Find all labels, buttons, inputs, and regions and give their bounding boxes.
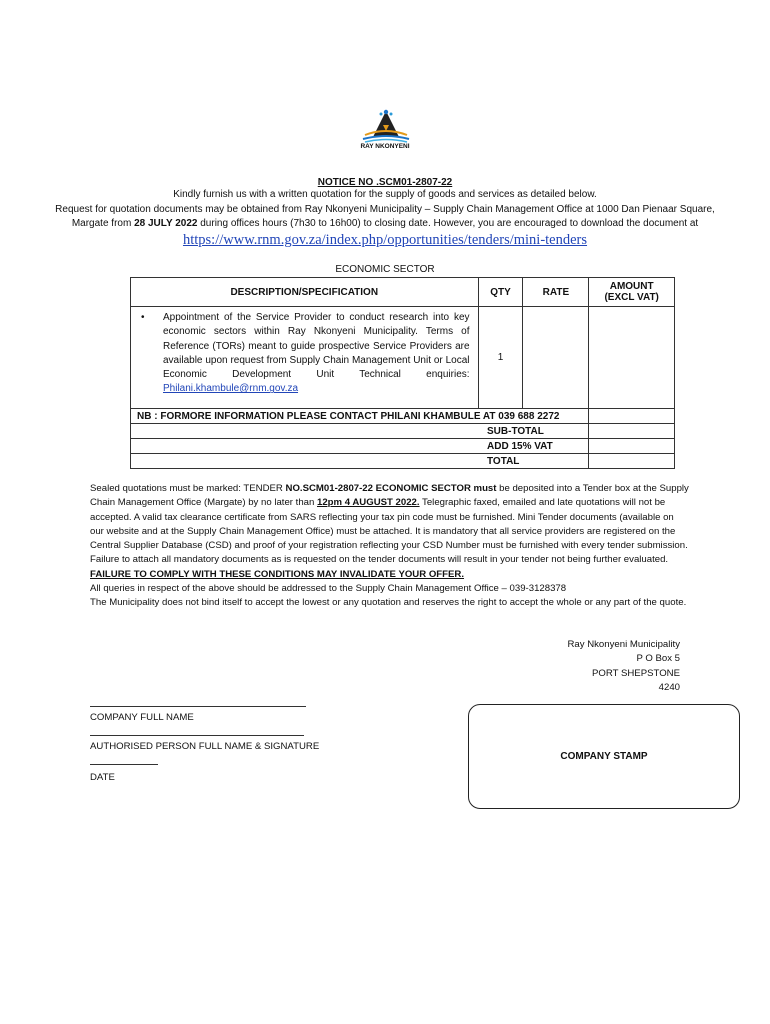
header-qty: QTY xyxy=(478,278,523,307)
notice-title: NOTICE NO .SCM01-2807-22 xyxy=(317,177,453,188)
nb-contact-note: NB : FORMORE INFORMATION PLEASE CONTACT PHILANI KHAMBULE AT 039 688 2272 xyxy=(131,409,589,424)
total-amount xyxy=(589,454,675,469)
submission-paragraph xyxy=(90,482,690,568)
conditions-text xyxy=(90,482,690,611)
item-description: Appointment of the Service Provider to conduct research into key economic sectors within Ray Nkonyeni Municipality. Terms of Reference (TORs) meant to guide prospective Service Providers are available upon request from Supply Chain Management Unit or Local Economic Development Unit Technical enquiries: xyxy=(163,312,470,381)
item-amount xyxy=(589,307,675,409)
margate-date: 28 JULY 2022 xyxy=(134,218,198,229)
item-rate xyxy=(523,307,589,409)
disclaimer-text: The Municipality does not bind itself to accept the lowest or any quotation and reserves the right to accept the whole or any part of the quote. xyxy=(90,597,687,609)
intro-line: Kindly furnish us with a written quotation for the supply of goods and services as detailed below. xyxy=(173,189,597,200)
logo-text: RAY NKONYENI xyxy=(360,143,410,150)
request-line: Request for quotation documents may be obtained from Ray Nkonyeni Municipality – Supply Chain Management Office at 1000 Dan Pienaar Square, xyxy=(55,204,715,215)
company-stamp-box xyxy=(468,704,740,809)
enquiries-email-link[interactable]: Philani.khambule@rnm.gov.za xyxy=(163,383,299,395)
address-line3: PORT SHEPSTONE xyxy=(592,667,680,679)
municipality-address xyxy=(480,638,680,696)
company-stamp-label: COMPANY STAMP xyxy=(560,751,648,762)
header-amount-line2: (EXCL VAT) xyxy=(604,292,659,303)
subtotal-label: SUB-TOTAL xyxy=(487,425,544,437)
vat-amount xyxy=(589,439,675,454)
p1-tender-number: NO.SCM01-2807-22 ECONOMIC SECTOR must xyxy=(285,483,497,494)
sector-title: ECONOMIC SECTOR xyxy=(335,264,435,275)
address-line1: Ray Nkonyeni Municipality xyxy=(567,639,680,650)
municipality-logo xyxy=(355,107,417,159)
bullet: • xyxy=(141,312,145,323)
address-line4: 4240 xyxy=(658,682,680,694)
date-label: DATE xyxy=(90,772,115,783)
p1-part-a: Sealed quotations must be marked: TENDER xyxy=(90,483,286,494)
header-amount-line1: AMOUNT xyxy=(609,281,654,292)
margate-line xyxy=(20,217,750,231)
item-qty: 1 xyxy=(478,307,523,409)
subtotal-amount xyxy=(589,424,675,439)
authorised-signature-label: AUTHORISED PERSON FULL NAME & SIGNATURE xyxy=(90,741,320,752)
p1-part-c: Telegraphic faxed, emailed and late quotations will not be accepted. A valid tax clearance certificate from SARS reflecting your tax pin code must be furnished. Mini Tender documents (available on our website and at the Supply Chain Management Office) must be attached. It is mandatory that all service providers are registered on the Central Supplier Database (CSD) and proof of your registration reflecting your CSD Number must be furnished with every tender submission. Failure to attach all mandatory documents as is requested on the tender documents will result in your tender not being further evaluated. xyxy=(90,497,688,566)
queries-text: All queries in respect of the above should be addressed to the Supply Chain Management Office – 039-3128378 xyxy=(90,583,567,595)
date-line[interactable] xyxy=(90,764,158,765)
authorised-signature-line[interactable] xyxy=(90,735,304,736)
subtotal-row xyxy=(131,424,589,439)
p1-part-b: be deposited into a Tender box at the Supply Chain Management Office (Margate) by no later than xyxy=(90,483,689,509)
tenders-link[interactable]: https://www.rnm.gov.za/index.php/opportunities/tenders/mini-tenders xyxy=(182,232,588,248)
address-line2: P O Box 5 xyxy=(636,653,680,665)
vat-row xyxy=(131,439,589,454)
quotation-table xyxy=(130,277,675,469)
header-amount xyxy=(589,278,675,307)
item-description-cell xyxy=(131,307,479,409)
p1-deadline: 12pm 4 AUGUST 2022. xyxy=(317,497,420,509)
total-row xyxy=(131,454,589,469)
header-description: DESCRIPTION/SPECIFICATION xyxy=(131,278,479,307)
warning-text: FAILURE TO COMPLY WITH THESE CONDITIONS MAY INVALIDATE YOUR OFFER. xyxy=(90,568,465,580)
total-label: TOTAL xyxy=(487,455,520,467)
vat-label: ADD 15% VAT xyxy=(487,440,553,452)
company-name-label: COMPANY FULL NAME xyxy=(90,712,194,723)
margate-suffix: during offices hours (7h30 to 16h00) to closing date. However, you are encouraged to download the document at xyxy=(197,218,699,229)
company-name-line[interactable] xyxy=(90,706,306,707)
header-rate: RATE xyxy=(523,278,589,307)
nb-amount xyxy=(589,409,675,424)
margate-prefix: Margate from xyxy=(71,218,135,229)
